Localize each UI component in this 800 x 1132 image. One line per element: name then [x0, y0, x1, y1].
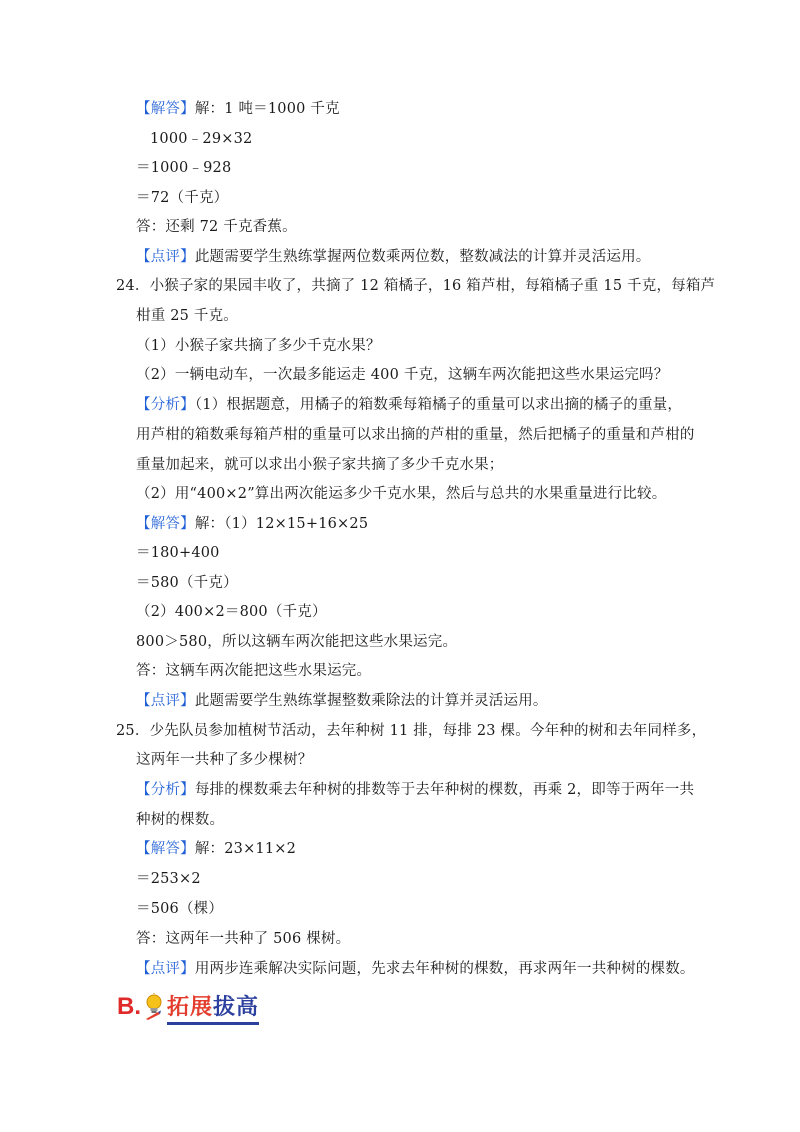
- q23-comment-line: [136, 247, 651, 267]
- section-title-part-1: 拓展: [167, 994, 214, 1020]
- section-banner: [117, 990, 259, 1024]
- q25-step-2: ＝506（棵）: [136, 901, 224, 917]
- q24-sub-question-2: （2）一辆电动车，一次最多能运走 400 千克，这辆车两次能把这些水果运完吗？: [136, 367, 669, 383]
- answer-label: 【解答】: [136, 516, 195, 532]
- q24-step-2: ＝580（千克）: [136, 575, 238, 591]
- q24-analysis-line-4: （2）用“400×2”算出两次能运多少千克水果，然后与总共的水果重量进行比较。: [136, 486, 667, 502]
- answer-label: 【解答】: [136, 841, 195, 857]
- q23-answer-line: [136, 99, 340, 119]
- q24-stem-text-1: 小猴子家的果园丰收了，共摘了 12 箱橘子，16 箱芦柑，每箱橘子重 15 千克，每箱芦: [149, 278, 716, 294]
- q23-step-3: ＝72（千克）: [136, 190, 229, 206]
- q24-answer-line: [136, 514, 368, 534]
- q24-final-answer: 答：这辆车两次能把这些水果运完。: [136, 663, 372, 679]
- q24-step-1: ＝180+400: [136, 545, 220, 561]
- q23-answer-text: 解：1 吨＝1000 千克: [194, 101, 340, 117]
- section-letter: B.: [117, 993, 141, 1020]
- q24-analysis-text-1: （1）根据题意，用橘子的箱数乘每箱橘子的重量可以求出摘的橘子的重量，: [194, 397, 683, 413]
- q24-stem-line-2: 柑重 25 千克。: [136, 308, 238, 324]
- section-title: [167, 990, 259, 1025]
- comment-label: 【点评】: [136, 693, 195, 709]
- comment-label: 【点评】: [136, 961, 195, 977]
- q25-step-1: ＝253×2: [136, 871, 201, 887]
- q23-comment-text: 此题需要学生熟练掌握两位数乘两位数，整数减法的计算并灵活运用。: [194, 249, 651, 265]
- q25-analysis-line-2: 种树的棵数。: [136, 812, 225, 828]
- q25-stem-line-2: 这两年一共种了多少棵树？: [136, 752, 313, 768]
- q24-answer-text: 解：（1）12×15+16×25: [194, 516, 369, 532]
- q23-step-2: ＝1000﹣928: [136, 160, 232, 176]
- q25-answer-text: 解：23×11×2: [194, 841, 297, 857]
- lightbulb-pencil-icon: [143, 993, 165, 1021]
- q24-sub-question-1: （1）小猴子家共摘了多少千克水果？: [136, 338, 381, 354]
- q24-step-3: （2）400×2＝800（千克）: [136, 604, 327, 620]
- q24-analysis-line-2: 用芦柑的箱数乘每箱芦柑的重量可以求出摘的芦柑的重量，然后把橘子的重量和芦柑的: [136, 427, 695, 443]
- comment-label: 【点评】: [136, 249, 195, 265]
- q25-comment-text: 用两步连乘解决实际问题，先求去年种树的棵数，再求两年一共种树的棵数。: [194, 961, 695, 977]
- q24-stem-line-1: [116, 276, 715, 296]
- q24-comment-text: 此题需要学生熟练掌握整数乘除法的计算并灵活运用。: [194, 693, 548, 709]
- answer-label: 【解答】: [136, 101, 195, 117]
- q23-final-answer: 答：还剩 72 千克香蕉。: [136, 219, 297, 235]
- analysis-label: 【分析】: [136, 782, 195, 798]
- q24-step-4: 800＞580，所以这辆车两次能把这些水果运完。: [136, 634, 458, 650]
- q24-number: 24．: [116, 278, 150, 294]
- q25-analysis-line-1: [136, 780, 694, 800]
- q25-answer-line: [136, 839, 296, 859]
- q25-comment-line: [136, 959, 695, 979]
- section-title-part-2: 拔高: [213, 994, 260, 1020]
- q23-step-1: 1000﹣29×32: [150, 131, 253, 147]
- q24-analysis-line-3: 重量加起来，就可以求出小猴子家共摘了多少千克水果；: [136, 457, 504, 473]
- q24-analysis-line-1: [136, 395, 682, 415]
- q25-final-answer: 答：这两年一共种了 506 棵树。: [136, 931, 351, 947]
- q25-analysis-text-1: 每排的棵数乘去年种树的排数等于去年种树的棵数，再乘 2，即等于两年一共: [194, 782, 695, 798]
- analysis-label: 【分析】: [136, 397, 195, 413]
- q25-number: 25．: [116, 723, 150, 739]
- q24-comment-line: [136, 691, 548, 711]
- q25-stem-text-1: 少先队员参加植树节活动，去年种树 11 排，每排 23 棵。今年种的树和去年同样多，: [149, 723, 707, 739]
- q25-stem-line-1: [116, 721, 706, 741]
